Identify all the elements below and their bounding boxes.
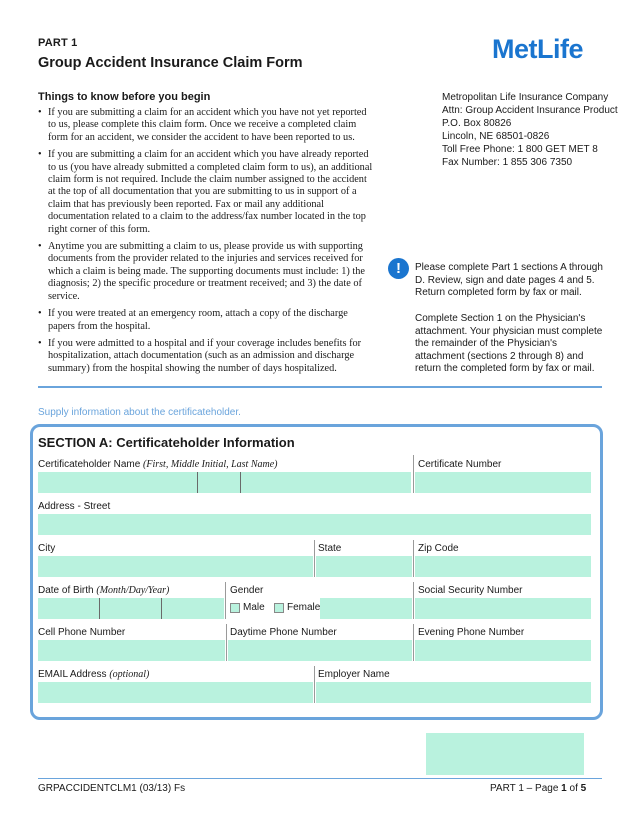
daytime-phone-label: Daytime Phone Number: [230, 627, 337, 638]
form-code: GRPACCIDENTCLM1 (03/13) Fs: [38, 783, 186, 794]
zip-input[interactable]: [415, 556, 591, 577]
things-to-know-heading: Things to know before you begin: [38, 91, 211, 103]
divider: [314, 666, 315, 703]
gender-label: Gender: [230, 585, 264, 596]
notice-part1: Please complete Part 1 sections A through D. Review, sign and date pages 4 and 5. Return completed form by fax or mail.: [415, 262, 603, 298]
page-current: 1: [561, 783, 567, 794]
cell-phone-input[interactable]: [38, 640, 225, 661]
address-line: Metropolitan Life Insurance Company: [442, 92, 609, 103]
instruction-item: • If you were treated at an emergency room, attach a copy of the discharge papers from the hospital.: [38, 308, 374, 333]
dob-label: [38, 585, 169, 596]
dob-day-input[interactable]: [100, 598, 161, 619]
notice-physician: Complete Section 1 on the Physician's attachment. Your physician must complete the remainder of the Physician's attachment (sections 2 through 8) and return the completed form by fax or mail.: [415, 313, 603, 374]
email-input[interactable]: [38, 682, 313, 703]
dob-month-input[interactable]: [38, 598, 99, 619]
divider: [314, 540, 315, 577]
office-use-box[interactable]: [426, 733, 584, 775]
footer-divider: [38, 778, 602, 779]
divider: [413, 582, 414, 619]
email-label-text: EMAIL Address: [38, 669, 107, 680]
dob-year-input[interactable]: [162, 598, 224, 619]
ssn-input[interactable]: [415, 598, 591, 619]
middle-initial-input[interactable]: [198, 472, 240, 493]
metlife-logo: MetLife: [492, 34, 583, 64]
divider: [413, 624, 414, 661]
name-hint: (First, Middle Initial, Last Name): [143, 459, 278, 470]
ssn-label: Social Security Number: [418, 585, 523, 596]
city-label: City: [38, 543, 56, 554]
divider: [38, 386, 602, 388]
female-label: Female: [287, 602, 321, 613]
male-checkbox[interactable]: [230, 603, 240, 613]
exclamation-icon: !: [388, 258, 409, 279]
page-of: of: [566, 783, 581, 794]
street-label: Address - Street: [38, 501, 111, 512]
form-title: Group Accident Insurance Claim Form: [38, 55, 303, 71]
address-line: Fax Number: 1 855 306 7350: [442, 157, 573, 168]
address-line: Lincoln, NE 68501-0826: [442, 131, 550, 142]
state-label: State: [318, 543, 342, 554]
certificate-number-label: Certificate Number: [418, 459, 502, 470]
part-label: PART 1: [38, 37, 78, 49]
first-name-input[interactable]: [38, 472, 197, 493]
address-line: Toll Free Phone: 1 800 GET MET 8: [442, 144, 598, 155]
email-label: [38, 669, 149, 680]
page-number: [490, 783, 586, 794]
divider: [99, 598, 100, 619]
instructions-list: [38, 107, 374, 380]
city-input[interactable]: [38, 556, 313, 577]
employer-label: Employer Name: [318, 669, 390, 680]
page-total: 5: [580, 783, 587, 794]
male-label: Male: [243, 602, 265, 613]
instruction-item: • If you were admitted to a hospital and if your coverage includes benefits for hospitalization, attach documentation (such as an admission and discharge summary) from the hospital showing the number of days hospitalized.: [38, 338, 374, 375]
instruction-item: • Anytime you are submitting a claim to us, please provide us with supporting documents from the provider related to the injuries and services received for which a claim is being made. The supporting documents must include: 1) the diagnosis; 2) the specific procedure or treatment received; and 3) the date of service.: [38, 241, 374, 303]
dob-hint: (Month/Day/Year): [96, 585, 170, 596]
gender-input-area[interactable]: [320, 598, 412, 619]
divider: [413, 540, 414, 577]
state-input[interactable]: [316, 556, 412, 577]
daytime-phone-input[interactable]: [228, 640, 412, 661]
supply-info-text: Supply information about the certificateholder.: [38, 407, 241, 418]
female-checkbox[interactable]: [274, 603, 284, 613]
zip-label: Zip Code: [418, 543, 459, 554]
instruction-item: • If you are submitting a claim for an accident which you have not yet reported to us, please complete this claim form. Once we receive a completed claim form for an accident, we consider the accident to have been reported to us.: [38, 107, 374, 144]
street-input[interactable]: [38, 514, 591, 535]
mailing-address: [442, 91, 618, 169]
section-a-title: SECTION A: Certificateholder Information: [38, 435, 295, 450]
divider: [240, 472, 241, 493]
divider: [413, 455, 414, 493]
name-label-text: Certificateholder Name: [38, 459, 141, 470]
divider: [225, 582, 226, 619]
divider: [197, 472, 198, 493]
cell-phone-label: Cell Phone Number: [38, 627, 126, 638]
divider: [161, 598, 162, 619]
evening-phone-input[interactable]: [415, 640, 591, 661]
certificate-number-input[interactable]: [415, 472, 591, 493]
dob-label-text: Date of Birth: [38, 585, 94, 596]
evening-phone-label: Evening Phone Number: [418, 627, 525, 638]
employer-input[interactable]: [316, 682, 591, 703]
page-prefix: PART 1 – Page: [490, 783, 562, 794]
address-line: Attn: Group Accident Insurance Product: [442, 105, 618, 116]
email-hint: (optional): [109, 669, 150, 680]
address-line: P.O. Box 80826: [442, 118, 512, 129]
divider: [226, 624, 227, 661]
name-label: [38, 459, 278, 470]
instruction-item: • If you are submitting a claim for an accident which you have already reported to us (you have already submitted a completed claim form to us), an additional claim form is not required. Include the claim number assigned to the accident at the top of all documentation that you are submitting to us in support of a claim that has previously been reported. Fax or mail any additional documentation related to a claim to the address/fax number located in the top right corner of this form.: [38, 149, 374, 236]
last-name-input[interactable]: [241, 472, 411, 493]
